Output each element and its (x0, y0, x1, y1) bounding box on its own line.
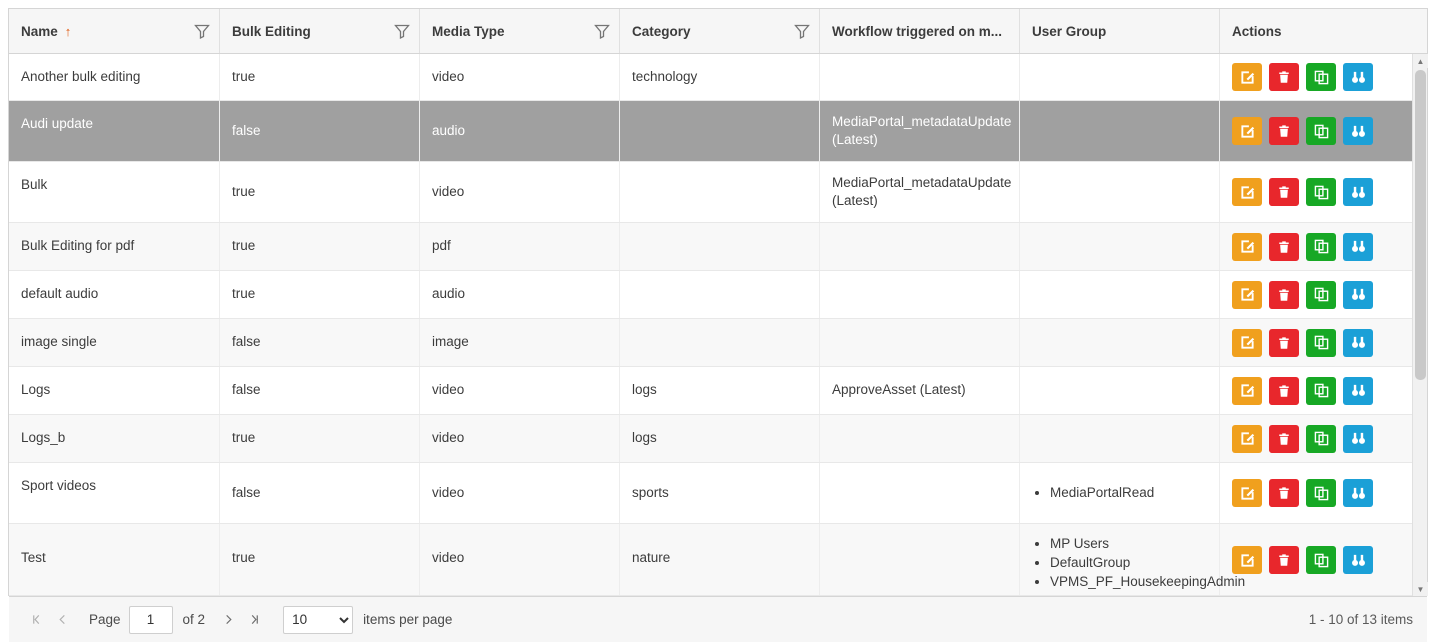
filter-icon[interactable] (194, 23, 210, 39)
cell-media-type: video (420, 162, 620, 222)
data-grid (8, 8, 1428, 627)
cell-user-group (1020, 463, 1220, 523)
cell-bulk-editing: false (220, 101, 420, 161)
cell-bulk-editing: true (220, 415, 420, 462)
cell-category: logs (620, 415, 820, 462)
column-label-category: Category (632, 23, 691, 39)
delete-button[interactable] (1269, 425, 1299, 453)
cell-bulk-editing: true (220, 524, 420, 595)
cell-name: default audio (9, 271, 220, 318)
cell-media-type: pdf (420, 223, 620, 270)
column-header-category[interactable] (620, 9, 820, 53)
delete-button[interactable] (1269, 178, 1299, 206)
grid-body (9, 54, 1412, 596)
cell-category (620, 101, 820, 161)
cell-workflow (820, 54, 1020, 100)
items-per-page-label: items per page (363, 612, 453, 627)
filter-icon[interactable] (594, 23, 610, 39)
page-count-label: of 2 (182, 612, 206, 627)
cell-user-group (1020, 54, 1220, 100)
edit-button[interactable] (1232, 377, 1262, 405)
grid-body-container (9, 54, 1427, 596)
delete-button[interactable] (1269, 479, 1299, 507)
cell-actions (1220, 101, 1411, 161)
cell-workflow (820, 319, 1020, 366)
cell-user-group (1020, 524, 1246, 595)
page-size-select[interactable] (283, 606, 353, 634)
column-label-media-type: Media Type (432, 23, 505, 39)
next-page-button[interactable] (215, 607, 241, 633)
cell-actions (1220, 463, 1411, 523)
list-item: • VPMS_PF_HousekeepingAdmin (1050, 573, 1207, 591)
cell-workflow (820, 271, 1020, 318)
view-button[interactable] (1343, 178, 1373, 206)
copy-button[interactable] (1306, 377, 1336, 405)
edit-button[interactable] (1232, 178, 1262, 206)
edit-button[interactable] (1232, 63, 1262, 91)
view-button[interactable] (1343, 425, 1373, 453)
table-row[interactable] (9, 463, 1412, 524)
last-page-button[interactable] (241, 607, 267, 633)
cell-name: Another bulk editing (9, 54, 220, 100)
cell-name: Logs_b (9, 415, 220, 462)
user-group-list (1032, 483, 1154, 503)
filter-icon[interactable] (794, 23, 810, 39)
column-label-bulk-editing: Bulk Editing (232, 23, 311, 39)
cell-workflow: ApproveAsset (Latest) (820, 367, 1020, 414)
view-button[interactable] (1343, 233, 1373, 261)
previous-page-button[interactable] (49, 607, 75, 633)
sort-ascending-icon[interactable]: ↑ (64, 23, 72, 39)
edit-button[interactable] (1232, 425, 1262, 453)
edit-button[interactable] (1232, 329, 1262, 357)
column-header-workflow[interactable] (820, 9, 1020, 53)
cell-bulk-editing: true (220, 162, 420, 222)
cell-actions (1220, 54, 1411, 100)
copy-button[interactable] (1306, 329, 1336, 357)
cell-actions (1220, 524, 1411, 595)
copy-button[interactable] (1306, 178, 1336, 206)
cell-bulk-editing: true (220, 223, 420, 270)
table-row[interactable] (9, 162, 1412, 223)
cell-user-group (1020, 415, 1220, 462)
table-row[interactable] (9, 415, 1412, 463)
cell-bulk-editing: true (220, 271, 420, 318)
cell-workflow: MediaPortal_metadataUpdate (Latest) (820, 101, 1020, 161)
cell-workflow: MediaPortal_metadataUpdate (Latest) (820, 162, 1020, 222)
cell-actions (1220, 367, 1411, 414)
cell-name: Sport videos (9, 463, 220, 523)
cell-actions (1220, 319, 1411, 366)
cell-media-type: video (420, 524, 620, 595)
column-header-bulk-editing[interactable] (220, 9, 420, 53)
cell-name: Bulk Editing for pdf (9, 223, 220, 270)
cell-actions (1220, 223, 1411, 270)
cell-bulk-editing: false (220, 463, 420, 523)
cell-category: nature (620, 524, 820, 595)
delete-button[interactable] (1269, 377, 1299, 405)
cell-user-group (1020, 367, 1220, 414)
scrollbar-thumb[interactable] (1415, 70, 1426, 380)
cell-user-group (1020, 101, 1220, 161)
cell-category: technology (620, 54, 820, 100)
view-button[interactable] (1343, 117, 1373, 145)
cell-bulk-editing: false (220, 319, 420, 366)
view-button[interactable] (1343, 377, 1373, 405)
column-label-actions: Actions (1232, 23, 1282, 39)
cell-workflow (820, 223, 1020, 270)
column-label-user-group: User Group (1032, 23, 1107, 39)
delete-button[interactable] (1269, 281, 1299, 309)
column-header-actions (1220, 9, 1411, 53)
cell-user-group (1020, 223, 1220, 270)
cell-name: image single (9, 319, 220, 366)
table-row[interactable] (9, 271, 1412, 319)
grid-header-row (9, 9, 1427, 54)
cell-media-type: video (420, 367, 620, 414)
view-button[interactable] (1343, 479, 1373, 507)
view-button[interactable] (1343, 63, 1373, 91)
first-page-button[interactable] (23, 607, 49, 633)
cell-workflow (820, 524, 1020, 595)
page-number-input[interactable] (129, 606, 173, 634)
cell-media-type: video (420, 54, 620, 100)
delete-button[interactable] (1269, 63, 1299, 91)
cell-user-group (1020, 162, 1220, 222)
delete-button[interactable] (1269, 329, 1299, 357)
cell-actions (1220, 162, 1411, 222)
cell-name: Test (9, 524, 220, 595)
cell-user-group (1020, 319, 1220, 366)
cell-category (620, 223, 820, 270)
cell-actions (1220, 271, 1411, 318)
cell-category: sports (620, 463, 820, 523)
cell-category (620, 319, 820, 366)
cell-media-type: audio (420, 271, 620, 318)
list-item: • DefaultGroup (1050, 554, 1207, 572)
table-row[interactable] (9, 367, 1412, 415)
edit-button[interactable] (1232, 117, 1262, 145)
cell-category: logs (620, 367, 820, 414)
cell-user-group (1020, 271, 1220, 318)
copy-button[interactable] (1306, 63, 1336, 91)
pager (9, 596, 1427, 642)
cell-name: Audi update (9, 101, 220, 161)
view-button[interactable] (1343, 546, 1373, 574)
cell-workflow (820, 463, 1020, 523)
cell-name: Logs (9, 367, 220, 414)
edit-button[interactable] (1232, 281, 1262, 309)
cell-media-type: video (420, 463, 620, 523)
table-row[interactable] (9, 223, 1412, 271)
edit-button[interactable] (1232, 546, 1262, 574)
table-row[interactable] (9, 524, 1412, 596)
copy-button[interactable] (1306, 425, 1336, 453)
table-row[interactable] (9, 101, 1412, 162)
cell-bulk-editing: false (220, 367, 420, 414)
column-header-media-type[interactable] (420, 9, 620, 53)
delete-button[interactable] (1269, 117, 1299, 145)
scroll-down-arrow-icon[interactable]: ▼ (1413, 582, 1428, 596)
copy-button[interactable] (1306, 233, 1336, 261)
column-label-name: Name (21, 23, 58, 39)
edit-button[interactable] (1232, 479, 1262, 507)
cell-actions (1220, 415, 1411, 462)
cell-media-type: audio (420, 101, 620, 161)
view-button[interactable] (1343, 329, 1373, 357)
delete-button[interactable] (1269, 546, 1299, 574)
column-header-user-group[interactable] (1020, 9, 1220, 53)
cell-media-type: image (420, 319, 620, 366)
edit-button[interactable] (1232, 233, 1262, 261)
item-range-label: 1 - 10 of 13 items (1308, 612, 1413, 627)
delete-button[interactable] (1269, 233, 1299, 261)
copy-button[interactable] (1306, 479, 1336, 507)
cell-media-type: video (420, 415, 620, 462)
list-item: • MediaPortalRead (1050, 484, 1154, 502)
cell-name: Bulk (9, 162, 220, 222)
copy-button[interactable] (1306, 546, 1336, 574)
view-button[interactable] (1343, 281, 1373, 309)
table-row[interactable] (9, 54, 1412, 101)
vertical-scrollbar[interactable] (1412, 54, 1427, 596)
filter-icon[interactable] (394, 23, 410, 39)
user-group-list (1032, 535, 1246, 592)
cell-category (620, 271, 820, 318)
list-item: • MP Users (1050, 535, 1207, 553)
column-header-name[interactable] (9, 9, 220, 53)
copy-button[interactable] (1306, 117, 1336, 145)
cell-bulk-editing: true (220, 54, 420, 100)
copy-button[interactable] (1306, 281, 1336, 309)
cell-workflow (820, 415, 1020, 462)
page-label: Page (89, 612, 121, 627)
column-label-workflow: Workflow triggered on m... (832, 23, 1003, 39)
table-row[interactable] (9, 319, 1412, 367)
scroll-up-arrow-icon[interactable]: ▲ (1413, 54, 1428, 68)
cell-category (620, 162, 820, 222)
